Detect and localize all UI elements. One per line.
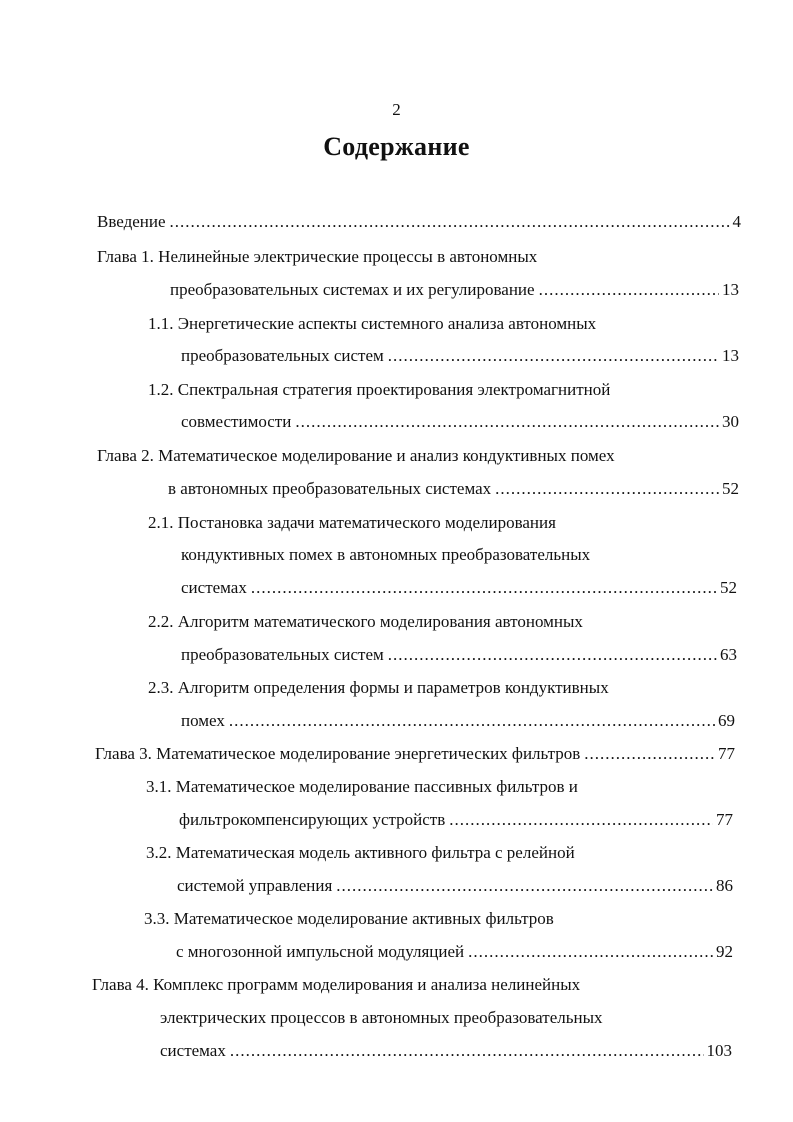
dot-leader — [388, 344, 719, 368]
dot-leader — [449, 808, 713, 832]
toc-entry-text: системах — [181, 578, 247, 597]
toc-entry-section-2-2-cont — [181, 643, 737, 667]
toc-entry-chapter-3 — [95, 742, 735, 766]
toc-page-number: 63 — [720, 645, 737, 664]
dot-leader — [251, 576, 717, 600]
dot-leader — [230, 1039, 704, 1063]
toc-page-number: 13 — [722, 346, 739, 365]
toc-entry-intro — [97, 210, 741, 234]
dot-leader — [229, 709, 715, 733]
toc-entry-section-3-1: 3.1. Математическое моделирование пассивных фильтров и — [146, 777, 578, 796]
dot-leader — [584, 742, 715, 766]
page-title: Содержание — [323, 132, 470, 161]
toc-entry-section-2-1: 2.1. Постановка задачи математического моделирования — [148, 513, 556, 532]
toc-entry-section-1-2: 1.2. Спектральная стратегия проектирования электромагнитной — [148, 380, 611, 399]
toc-page-number: 103 — [706, 1041, 732, 1060]
dot-leader — [388, 643, 717, 667]
toc-entry-section-2-2: 2.2. Алгоритм математического моделирования автономных — [148, 612, 583, 631]
toc-entry-section-1-1: 1.1. Энергетические аспекты системного анализа автономных — [148, 314, 597, 333]
dot-leader — [495, 477, 719, 501]
toc-entry-chapter-2-cont — [168, 477, 739, 501]
toc-page-number: 13 — [722, 280, 739, 299]
toc-entry-section-3-1-cont — [179, 808, 733, 832]
toc-page-number: 77 — [716, 810, 733, 829]
toc-entry-text: с многозонной импульсной модуляцией — [176, 942, 465, 961]
toc-entry-section-1-1-cont — [181, 344, 739, 368]
toc-entry-chapter-4: Глава 4. Комплекс программ моделирования и анализа нелинейных — [92, 975, 581, 994]
toc-page-number: 69 — [718, 711, 735, 730]
toc-entry-section-2-1-cont: кондуктивных помех в автономных преобразовательных — [181, 545, 591, 564]
toc-entry-section-2-1-cont2 — [181, 576, 737, 600]
toc-entry-section-2-3-cont — [181, 709, 735, 733]
toc-page-number: 4 — [732, 212, 741, 231]
toc-entry-chapter-4-cont: электрических процессов в автономных преобразовательных — [160, 1008, 603, 1027]
toc-entry-chapter-4-cont2 — [160, 1039, 732, 1063]
toc-entry-text: преобразовательных систем — [181, 645, 384, 664]
dot-leader — [468, 940, 713, 964]
toc-entry-text: Глава 3. Математическое моделирование энергетических фильтров — [95, 744, 581, 763]
toc-entry-text: системах — [160, 1041, 226, 1060]
page-number: 2 — [392, 100, 401, 119]
dot-leader — [336, 874, 713, 898]
toc-entry-text: Введение — [97, 212, 166, 231]
toc-entry-text: совместимости — [181, 412, 292, 431]
toc-entry-section-1-2-cont — [181, 410, 739, 434]
dot-leader — [170, 210, 730, 234]
toc-entry-text: системой управления — [177, 876, 333, 895]
toc-page-number: 77 — [718, 744, 735, 763]
toc-page-number: 92 — [716, 942, 733, 961]
toc-page-number: 86 — [716, 876, 733, 895]
toc-entry-section-3-3: 3.3. Математическое моделирование активных фильтров — [144, 909, 554, 928]
toc-entry-chapter-1-cont — [170, 278, 739, 302]
dot-leader — [295, 410, 719, 434]
toc-entry-section-3-2: 3.2. Математическая модель активного фильтра с релейной — [146, 843, 575, 862]
toc-entry-text: фильтрокомпенсирующих устройств — [179, 810, 446, 829]
toc-entry-section-3-2-cont — [177, 874, 733, 898]
toc-page-number: 30 — [722, 412, 739, 431]
dot-leader — [539, 278, 719, 302]
toc-page-number: 52 — [720, 578, 737, 597]
toc-entry-chapter-2: Глава 2. Математическое моделирование и анализ кондуктивных помех — [97, 446, 615, 465]
toc-entry-text: помех — [181, 711, 225, 730]
toc-entry-section-3-3-cont — [176, 940, 733, 964]
toc-entry-text: преобразовательных системах и их регулирование — [170, 280, 535, 299]
toc-entry-section-2-3: 2.3. Алгоритм определения формы и параметров кондуктивных — [148, 678, 609, 697]
toc-page-number: 52 — [722, 479, 739, 498]
toc-entry-chapter-1: Глава 1. Нелинейные электрические процессы в автономных — [97, 247, 538, 266]
toc-entry-text: в автономных преобразовательных системах — [168, 479, 492, 498]
toc-entry-text: преобразовательных систем — [181, 346, 384, 365]
